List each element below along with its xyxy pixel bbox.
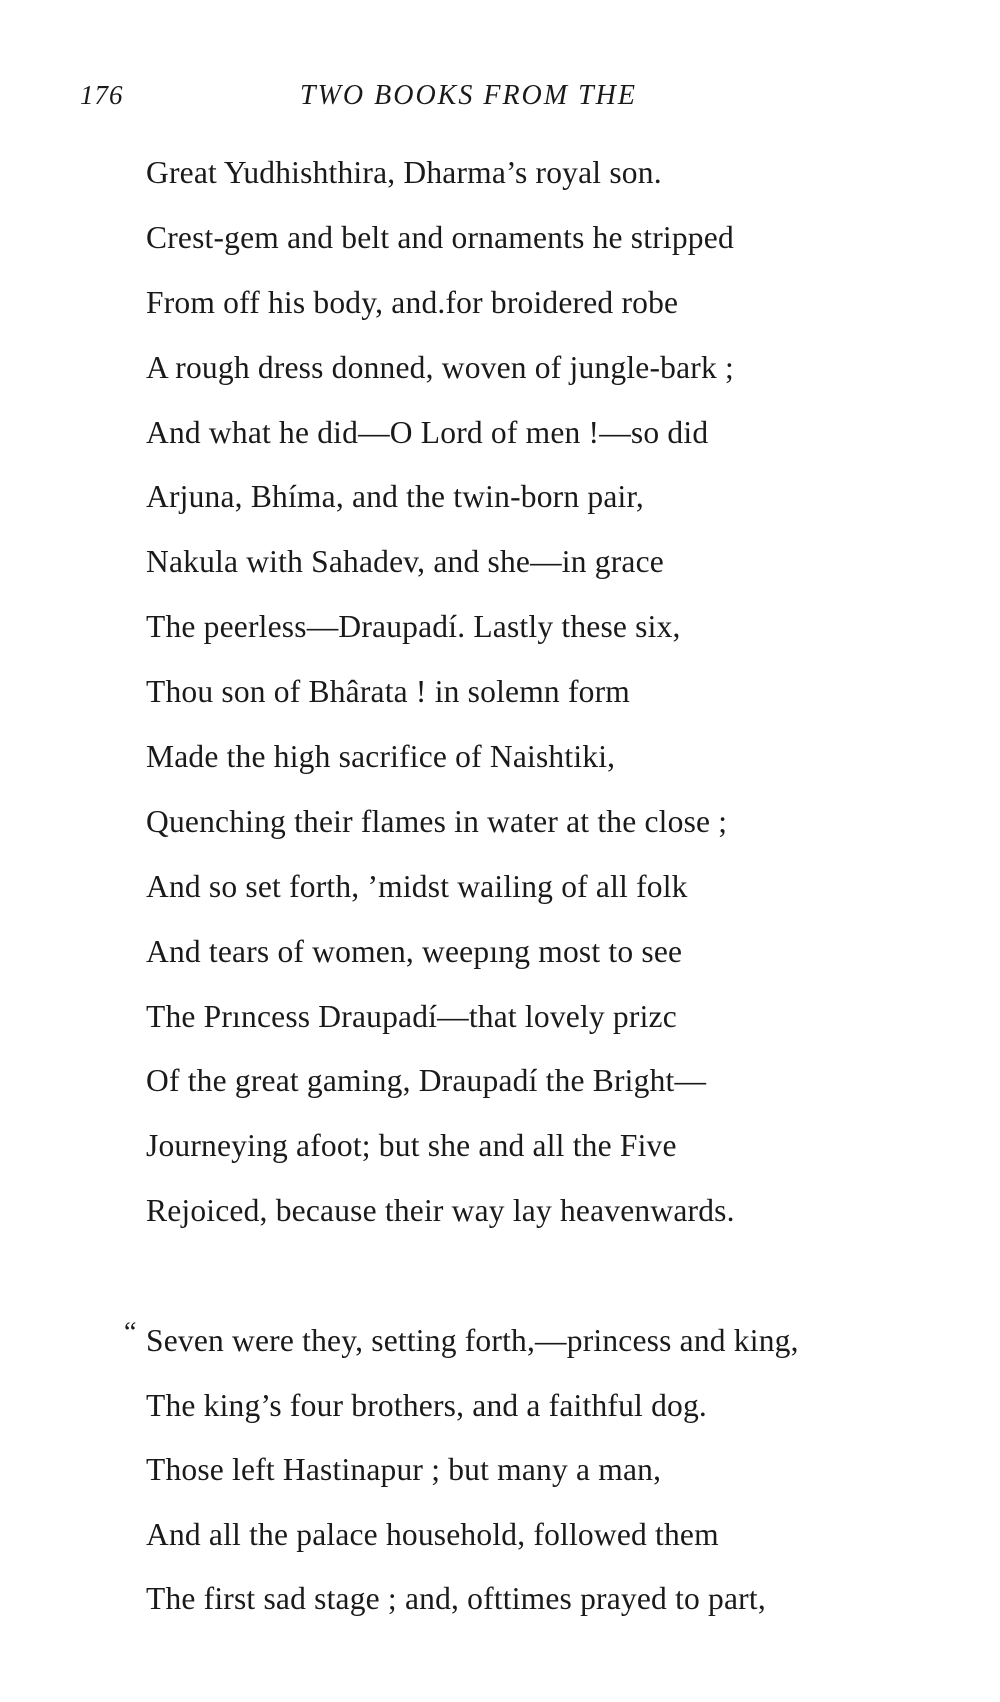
verse-line: A rough dress donned, woven of jungle-bark ; (146, 349, 734, 385)
verse-line: Seven were they, setting forth,—princess and king, (146, 1323, 799, 1358)
verse-line: Of the great gaming, Draupadí the Bright— (146, 1063, 707, 1099)
running-title: TWO BOOKS FROM THE (300, 80, 637, 111)
verse-line: The Prıncess Draupadí—that lovely prizc (146, 998, 677, 1034)
verse-line: Great Yudhishthira, Dharma’s royal son. (146, 155, 662, 190)
stanza-1 (146, 153, 735, 1256)
verse-line: Quenching their flames in water at the close ; (146, 803, 728, 839)
verse-line: And so set forth, ’midst wailing of all folk (146, 868, 688, 904)
running-head (0, 80, 1000, 120)
verse-line: Arjuna, Bhíma, and the twin-born pair, (146, 479, 644, 515)
verse-line: Made the high sacrifice of Naishtiki, (146, 739, 616, 775)
verse-line: And all the palace household, followed them (146, 1516, 719, 1552)
verse-line: And tears of women, weepıng most to see (146, 933, 683, 969)
stanza-2 (124, 1317, 799, 1644)
verse-line: The first sad stage ; and, ofttimes prayed to part, (146, 1581, 766, 1616)
verse-line: The peerless—Draupadí. Lastly these six, (146, 609, 681, 645)
verse-line: Rejoiced, because their way lay heavenwards. (146, 1193, 735, 1229)
verse-line: Nakula with Sahadev, and she—in grace (146, 544, 664, 580)
verse-line: Those left Hastinapur ; but many a man, (146, 1452, 662, 1487)
page-number: 176 (80, 80, 124, 110)
verse-line: Journeying afoot; but she and all the Five (146, 1128, 677, 1164)
verse-line: Crest-gem and belt and ornaments he stripped (146, 219, 734, 255)
opening-quote-mark: “ (124, 1317, 137, 1348)
verse-line: And what he did—O Lord of men !—so did (146, 414, 709, 450)
verse-line: From off his body, and.for broidered robe (146, 284, 679, 320)
verse-line: The king’s four brothers, and a faithful dog. (146, 1387, 707, 1423)
verse-line: Thou son of Bhârata ! in solemn form (146, 674, 630, 710)
